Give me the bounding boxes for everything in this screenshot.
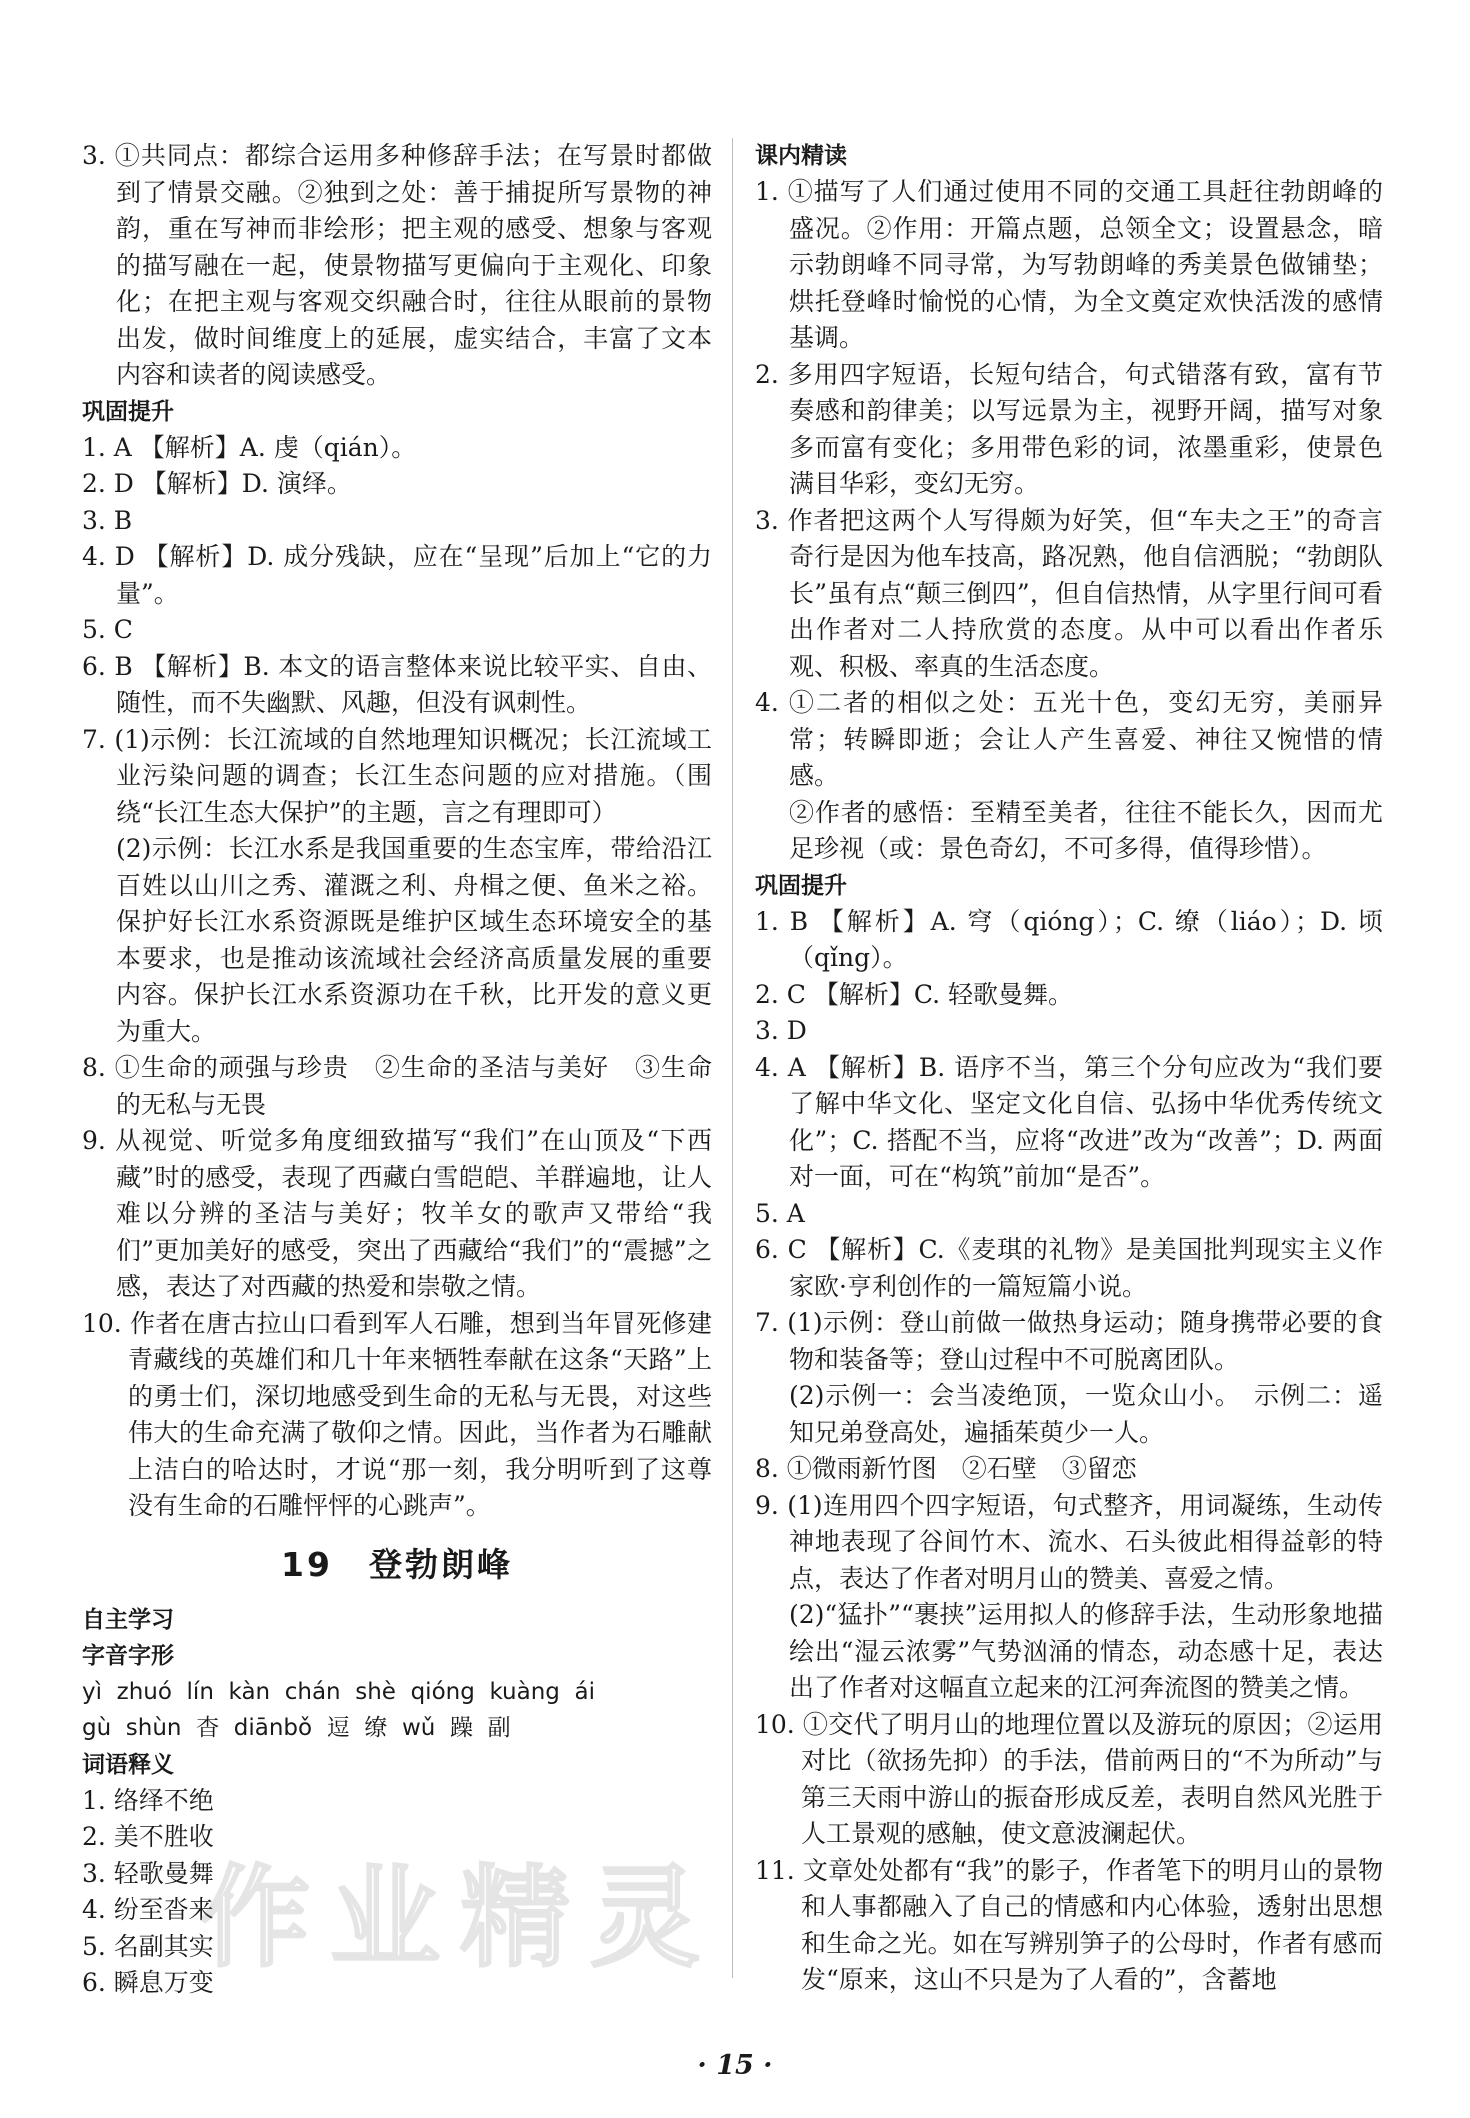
page-number: · 15 · [697, 2050, 773, 2081]
right-column [755, 138, 1383, 1999]
answer-k6: 6. C 【解析】C.《麦琪的礼物》是美国批判现实主义作家欧·亨利创作的一篇短篇小说。 [755, 1235, 1383, 1301]
word-item: 5. 名副其实 [82, 1931, 214, 1961]
answer-r1: 1. ①描写了人们通过使用不同的交通工具赶往勃朗峰的盛况。②作用：开篇点题，总领全文；设置悬念，暗示勃朗峰不同寻常，为写勃朗峰的秀美景色做铺垫；烘托登峰时愉悦的心情，为全文奠定欢快活泼的感情基调。 [755, 177, 1383, 352]
section-heading-consolidate: 巩固提升 [82, 398, 174, 425]
section-heading-consolidate-2: 巩固提升 [755, 872, 847, 899]
answer-k3: 3. D [755, 1016, 807, 1045]
answer-k7-1: 7. (1)示例：登山前做一做热身运动；随身携带必要的食物和装备等；登山过程中不可脱离团队。 [755, 1308, 1383, 1374]
section-heading-self-study: 自主学习 [82, 1606, 174, 1633]
answer-r4-2: ②作者的感悟：至精至美者，往往不能长久，因而尤足珍视（或：景色奇幻，不可多得，值得珍惜）。 [789, 797, 1383, 863]
answer-k1: 1. B 【解析】A. 穹（qióng）；C. 缭（liáo）；D. 顷（qǐng）。 [755, 906, 1383, 972]
answer-r3: 3. 作者把这两个人写得颇为好笑，但“车夫之王”的奇言奇行是因为他车技高，路况熟，他自信洒脱；“勃朗队长”虽有点“颠三倒四”，但自信热情，从字里行间可看出作者对二人持欣赏的态度。从中可以看出作者乐观、积极、率真的生活态度。 [755, 505, 1383, 681]
answer-c2: 2. D 【解析】D. 演绎。 [82, 469, 352, 498]
answer-k2: 2. C 【解析】C. 轻歌曼舞。 [755, 979, 1074, 1009]
answer-c10: 10. 作者在唐古拉山口看到军人石雕，想到当年冒死修建青藏线的英雄们和几十年来牺牲奉献在这条“天路”上的勇士们，深切地感受到生命的无私与无畏，对这些伟大的生命充满了敬仰之情。因此，当作者为石雕献上洁白的哈达时，才说“那一刻，我分明听到了这尊没有生命的石雕怦怦的心跳声”。 [82, 1308, 712, 1520]
word-item: 6. 瞬息万变 [82, 1968, 214, 1997]
answer-k5: 5. A [755, 1198, 805, 1228]
answer-c1: 1. A 【解析】A. 虔（qián）。 [82, 432, 417, 462]
subheading-characters: 字音字形 [82, 1642, 174, 1669]
lesson-title: 19 登勃朗峰 [281, 1544, 513, 1584]
answer-c5: 5. C [82, 615, 133, 644]
answer-c6: 6. B 【解析】B. 本文的语言整体来说比较平实、自由、随性，而不失幽默、风趣，但没有讽刺性。 [82, 651, 712, 717]
answer-k9-2: (2)“猛扑”“裹挟”运用拟人的修辞手法，生动形象地描绘出“湿云浓雾”气势汹涌的情态，动态感十足，表达出了作者对这幅直立起来的江河奔流图的赞美之情。 [789, 1600, 1383, 1702]
word-item: 1. 络绎不绝 [82, 1785, 214, 1815]
subheading-words: 词语释义 [82, 1751, 174, 1778]
answer-c3: 3. B [82, 505, 133, 535]
answer-3: 3. ①共同点：都综合运用多种修辞手法；在写景时都做到了情景交融。②独到之处：善于捕捉所写景物的神韵，重在写神而非绘形；把主观的感受、想象与客观的描写融在一起，使景物描写更偏向于主观化、印象化；在把主观与客观交织融合时，往往从眼前的景物出发，做时间维度上的延展，虚实结合，丰富了文本内容和读者的阅读感受。 [82, 141, 712, 389]
answer-r4-1: 4. ①二者的相似之处：五光十色，变幻无穷，美丽异常；转瞬即逝；会让人产生喜爱、神往又惋惜的情感。 [755, 688, 1383, 790]
answer-c9: 9. 从视觉、听觉多角度细致描写“我们”在山顶及“下西藏”时的感受，表现了西藏白雪皑皑、羊群遍地，让人难以分辨的圣洁与美好；牧羊女的歌声又带给“我们”更加美好的感受，突出了西藏给“我们”的“震撼”之感，表达了对西藏的热爱和崇敬之情。 [82, 1126, 712, 1301]
answer-r2: 2. 多用四字短语，长短句结合，句式错落有致，富有节奏感和韵律美；以写远景为主，视野开阔，描写对象多而富有变化；多用带色彩的词，浓墨重彩，使景色满目华彩，变幻无穷。 [755, 359, 1383, 498]
answer-k10: 10. ①交代了明月山的地理位置以及游玩的原因；②运用对比（欲扬先抑）的手法，借前两日的“不为所动”与第三天雨中游山的振奋形成反差，表明自然风光胜于人工景观的感触，使文意波澜起伏。 [755, 1709, 1383, 1848]
answer-c7-2: (2)示例：长江水系是我国重要的生态宝库，带给沿江百姓以山川之秀、灌溉之利、舟楫之便、鱼米之裕。保护好长江水系资源既是维护区域生态环境安全的基本要求，也是推动该流域社会经济高质量发展的重要内容。保护长江水系资源功在千秋，比开发的意义更为重大。 [116, 834, 712, 1046]
section-heading-reading: 课内精读 [755, 143, 847, 169]
answer-c8: 8. ①生命的顽强与珍贵 ②生命的圣洁与美好 ③生命的无私与无畏 [82, 1053, 712, 1119]
word-item: 3. 轻歌曼舞 [82, 1858, 214, 1888]
column-divider [732, 138, 733, 1978]
answer-k9-1: 9. (1)连用四个四字短语，句式整齐，用词凝练，生动传神地表现了谷间竹木、流水、石头彼此相得益彰的特点，表达了作者对明月山的赞美、喜爱之情。 [755, 1490, 1383, 1593]
answer-k11: 11. 文章处处都有“我”的影子，作者笔下的明月山的景物和人事都融入了自己的情感和内心体验，透射出思想和生命之光。如在写辨别笋子的公母时，作者有感而发“原来，这山不只是为了人看的”，含蓄地 [755, 1855, 1383, 1994]
left-column [82, 138, 712, 2002]
word-item: 4. 纷至沓来 [82, 1895, 214, 1924]
pinyin-line-1: yì zhuó lín kàn chán shè qióng kuàng ái [82, 1678, 596, 1705]
answer-c7-1: 7. (1)示例：长江流域的自然地理知识概况；长江流域工业污染问题的调查；长江生态问题的应对措施。（围绕“长江生态大保护”的主题，言之有理即可） [82, 724, 712, 827]
word-item: 2. 美不胜收 [82, 1822, 214, 1851]
pinyin-line-2: gù shùn 杳 diānbǒ 逗 缭 wǔ 躁 副 [82, 1715, 511, 1741]
answer-k7-2: (2)示例一：会当凌绝顶，一览众山小。 示例二：遥知兄弟登高处，遍插茱萸少一人。 [789, 1381, 1383, 1447]
answer-c4: 4. D 【解析】D. 成分残缺，应在“呈现”后加上“它的力量”。 [82, 542, 712, 608]
answer-k4: 4. A 【解析】B. 语序不当，第三个分句应改为“我们要了解中华文化、坚定文化自信、弘扬中华优秀传统文化”；C. 搭配不当，应将“改进”改为“改善”；D. 两面对一面，可在“构筑”前加“是否”。 [755, 1052, 1383, 1191]
watermark: 作业精灵 [200, 1854, 720, 1982]
answer-k8: 8. ①微雨新竹图 ②石壁 ③留恋 [755, 1454, 1137, 1483]
